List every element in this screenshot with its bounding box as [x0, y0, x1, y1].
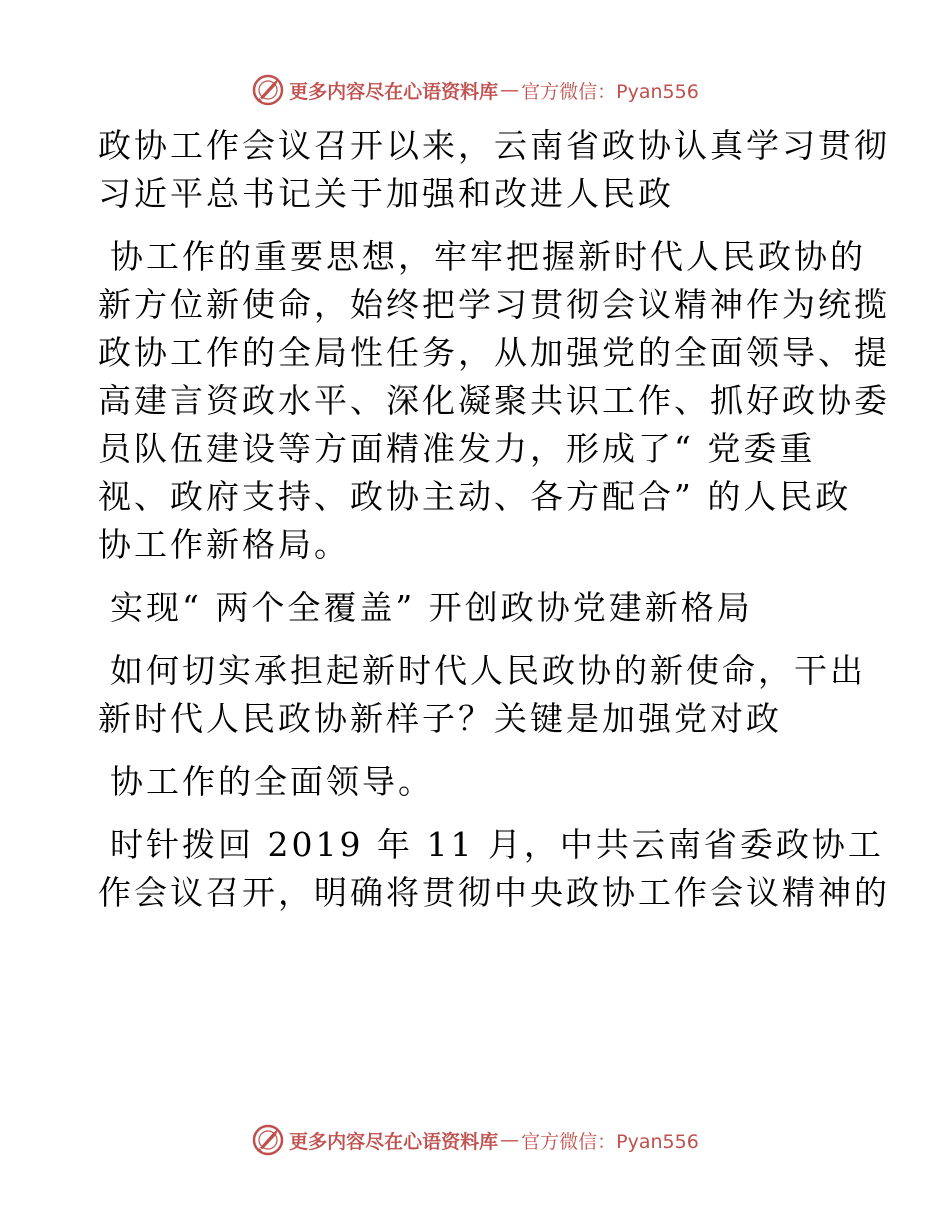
text-line: 时针拨回 2019 年 11 月，中共云南省委政协工 [110, 825, 884, 864]
quill-pen-logo-icon [251, 1123, 285, 1157]
watermark-main-text: 更多内容尽在心语资料库 [289, 80, 499, 103]
text-line: 协工作的全面领导。 [110, 762, 434, 801]
text-line: 新方位新使命，始终把学习贯彻会议精神作为统揽 [98, 285, 890, 324]
text-line: 新时代人民政协新样子？关键是加强党对政 [98, 699, 782, 738]
text-line: 协工作新格局。 [98, 525, 350, 564]
header-watermark [0, 70, 950, 110]
text-line: 政协工作会议召开以来，云南省政协认真学习贯彻 [98, 126, 890, 165]
body-text [98, 122, 890, 917]
watermark-main-text: 更多内容尽在心语资料库 [289, 1130, 499, 1153]
watermark-contact-text: 官方微信：Pyan556 [521, 1130, 699, 1153]
text-line: 视、政府支持、政协主动、各方配合” 的人民政 [98, 477, 852, 516]
quill-pen-logo-icon [251, 73, 285, 107]
text-line: 作会议召开，明确将贯彻中央政协工作会议精神的 [98, 873, 890, 912]
watermark-separator: — [500, 1129, 520, 1151]
watermark-contact-text: 官方微信：Pyan556 [521, 80, 699, 103]
text-line: 员队伍建设等方面精准发力，形成了“ 党委重 [98, 429, 816, 468]
text-line: 协工作的重要思想，牢牢把握新时代人民政协的 [110, 237, 866, 276]
section-heading: 实现“ 两个全覆盖” 开创政协党建新格局 [110, 588, 753, 627]
text-line: 高建言资政水平、深化凝聚共识工作、抓好政协委 [98, 381, 890, 420]
watermark-separator: — [500, 79, 520, 101]
footer-watermark [0, 1120, 950, 1160]
text-line: 如何切实承担起新时代人民政协的新使命，干出 [110, 651, 866, 690]
text-line: 政协工作的全局性任务，从加强党的全面领导、提 [98, 333, 890, 372]
text-line: 习近平总书记关于加强和改进人民政 [98, 174, 674, 213]
